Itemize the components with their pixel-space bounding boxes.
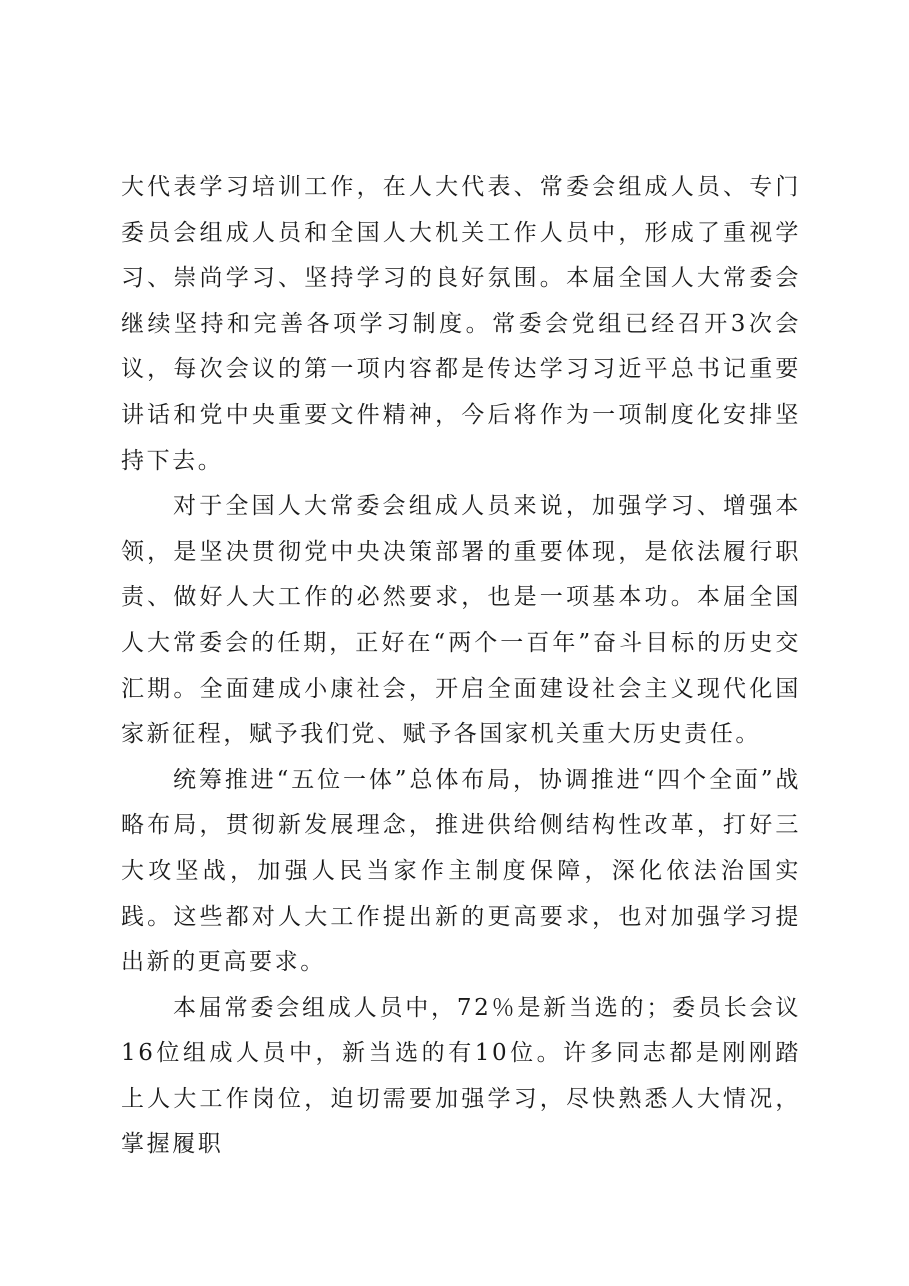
paragraph-3: 统筹推进“五位一体”总体布局，协调推进“四个全面”战略布局，贯彻新发展理念，推进供给侧结构性改革，打好三大攻坚战，加强人民当家作主制度保障，深化依法治国实践。这些都对人大工作提出新的更高要求，也对加强学习提出新的更高要求。	[121, 766, 801, 976]
document-body	[121, 165, 801, 1168]
paragraph-1: 大代表学习培训工作，在人大代表、常委会组成人员、专门委员会组成人员和全国人大机关工作人员中，形成了重视学习、崇尚学习、坚持学习的良好氛围。本届全国人大常委会继续坚持和完善各项学习制度。常委会党组已经召开3次会议，每次会议的第一项内容都是传达学习习近平总书记重要讲话和党中央重要文件精神，今后将作为一项制度化安排坚持下去。	[121, 174, 801, 474]
paragraph-4: 本届常委会组成人员中，72％是新当选的；委员长会议16位组成人员中，新当选的有10位。许多同志都是刚刚踏上人大工作岗位，迫切需要加强学习，尽快熟悉人大情况，掌握履职	[121, 994, 801, 1158]
paragraph-2: 对于全国人大常委会组成人员来说，加强学习、增强本领，是坚决贯彻党中央决策部署的重要体现，是依法履行职责、做好人大工作的必然要求，也是一项基本功。本届全国人大常委会的任期，正好在“两个一百年”奋斗目标的历史交汇期。全面建成小康社会，开启全面建设社会主义现代化国家新征程，赋予我们党、赋予各国家机关重大历史责任。	[121, 493, 801, 748]
